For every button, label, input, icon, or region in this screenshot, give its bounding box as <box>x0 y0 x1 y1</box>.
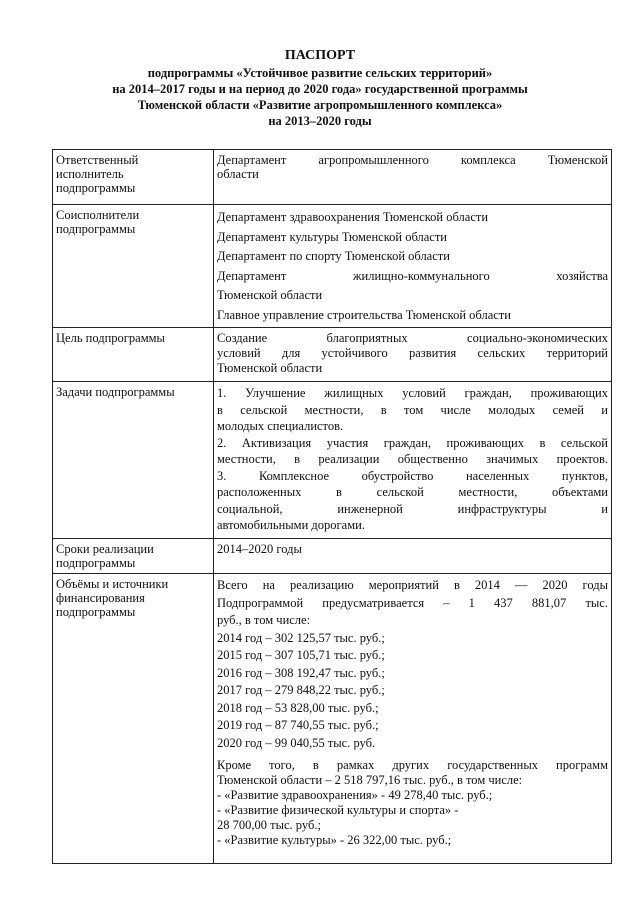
label-line: подпрограммы <box>56 222 136 236</box>
value-line: условий для устойчивого развития сельских территорий <box>217 346 608 360</box>
value-line: 2014–2020 годы <box>217 542 302 556</box>
value-line: Создание благоприятных социально-экономических <box>217 331 608 345</box>
label-line: финансирования <box>56 591 145 605</box>
row-label <box>53 150 214 205</box>
value-line: Департамент культуры Тюменской области <box>217 229 447 244</box>
row-value <box>214 328 612 382</box>
row-label <box>53 574 214 864</box>
value-line: 2014 год – 302 125,57 тыс. руб.; <box>217 630 385 645</box>
value-line: 2017 год – 279 848,22 тыс. руб.; <box>217 683 385 697</box>
subtitle-line-3: Тюменской области «Развитие агропромышленного комплекса» <box>137 98 503 112</box>
label-line: Сроки реализации <box>56 542 154 556</box>
value-line: 2. Активизация участия граждан, проживающих в сельской <box>217 435 608 450</box>
value-line: - «Развитие здравоохранения» - 49 278,40 тыс. руб.; <box>217 788 493 802</box>
row-value <box>214 150 612 205</box>
label-line: Ответственный <box>56 153 139 167</box>
row-label <box>53 328 214 382</box>
value-line: Тюменской области <box>217 288 323 302</box>
value-line: расположенных в сельской местности, объектами <box>217 485 608 499</box>
value-line: - «Развитие физической культуры и спорта» - <box>217 803 459 817</box>
subtitle-line-4: на 2013–2020 годы <box>268 114 372 128</box>
value-line: 2016 год – 308 192,47 тыс. руб.; <box>217 665 385 680</box>
value-line: 3. Комплексное обустройство населенных пунктов, <box>217 468 608 483</box>
table-row-financing <box>53 574 612 864</box>
table-row-responsible <box>53 150 612 205</box>
value-line: Департамент агропромышленного комплекса Тюменской <box>217 153 608 167</box>
label-line: исполнитель <box>56 167 124 181</box>
value-line: 2015 год – 307 105,71 тыс. руб.; <box>217 648 385 662</box>
value-line: Департамент по спорту Тюменской области <box>217 249 450 263</box>
value-line: Кроме того, в рамках других государственных программ <box>217 758 608 772</box>
value-line: 2020 год – 99 040,55 тыс. руб. <box>217 735 376 750</box>
row-value <box>214 574 612 864</box>
row-value <box>214 205 612 328</box>
table-row-coexecutors <box>53 205 612 328</box>
label-line: подпрограммы <box>56 605 136 619</box>
value-line: 28 700,00 тыс. руб.; <box>217 818 321 832</box>
label-line: Цель подпрограммы <box>56 331 165 345</box>
row-value <box>214 382 612 539</box>
value-line: в сельской местности, в том числе молодых семей и <box>217 402 608 417</box>
value-line: 1. Улучшение жилищных условий граждан, проживающих <box>217 386 608 400</box>
value-line: социальной, инженерной инфраструктуры и <box>217 501 608 516</box>
row-label <box>53 205 214 328</box>
table-row-goal <box>53 328 612 382</box>
subtitle-line-2: на 2014–2017 годы и на период до 2020 года» государственной программы <box>112 82 528 96</box>
value-line: Всего на реализацию мероприятий в 2014 — 2020 годы <box>217 578 608 592</box>
value-line: 2018 год – 53 828,00 тыс. руб.; <box>217 700 379 715</box>
label-line: Объёмы и источники <box>56 577 169 591</box>
value-line: местности, в реализации общественно значимых проектов. <box>217 452 608 466</box>
passport-table <box>52 149 612 864</box>
label-line: подпрограммы <box>56 556 136 570</box>
passport-title: ПАСПОРТ <box>284 48 356 63</box>
value-line: Тюменской области – 2 518 797,16 тыс. руб., в том числе: <box>217 773 523 787</box>
value-line: молодых специалистов. <box>217 419 344 433</box>
value-line: Департамент жилищно-коммунального хозяйства <box>217 268 608 283</box>
row-label <box>53 539 214 574</box>
value-line: Тюменской области <box>217 361 323 375</box>
value-line: 2019 год – 87 740,55 тыс. руб.; <box>217 718 379 732</box>
row-label <box>53 382 214 539</box>
label-line: подпрограммы <box>56 181 136 195</box>
subtitle-line-1: подпрограммы «Устойчивое развитие сельских территорий» <box>147 66 493 80</box>
table-row-terms <box>53 539 612 574</box>
value-line: автомобильными дорогами. <box>217 518 365 532</box>
value-line: Главное управление строительства Тюменской области <box>217 307 511 322</box>
value-line: области <box>217 167 259 181</box>
label-line: Соисполнители <box>56 208 140 222</box>
value-line: Департамент здравоохранения Тюменской области <box>217 210 489 224</box>
value-line: Подпрограммой предусматривается – 1 437 881,07 тыс. <box>217 595 608 610</box>
label-line: Задачи подпрограммы <box>56 385 175 399</box>
table-row-tasks <box>53 382 612 539</box>
row-value <box>214 539 612 574</box>
value-line: руб., в том числе: <box>217 613 311 627</box>
value-line: - «Развитие культуры» - 26 322,00 тыс. руб.; <box>217 833 452 847</box>
